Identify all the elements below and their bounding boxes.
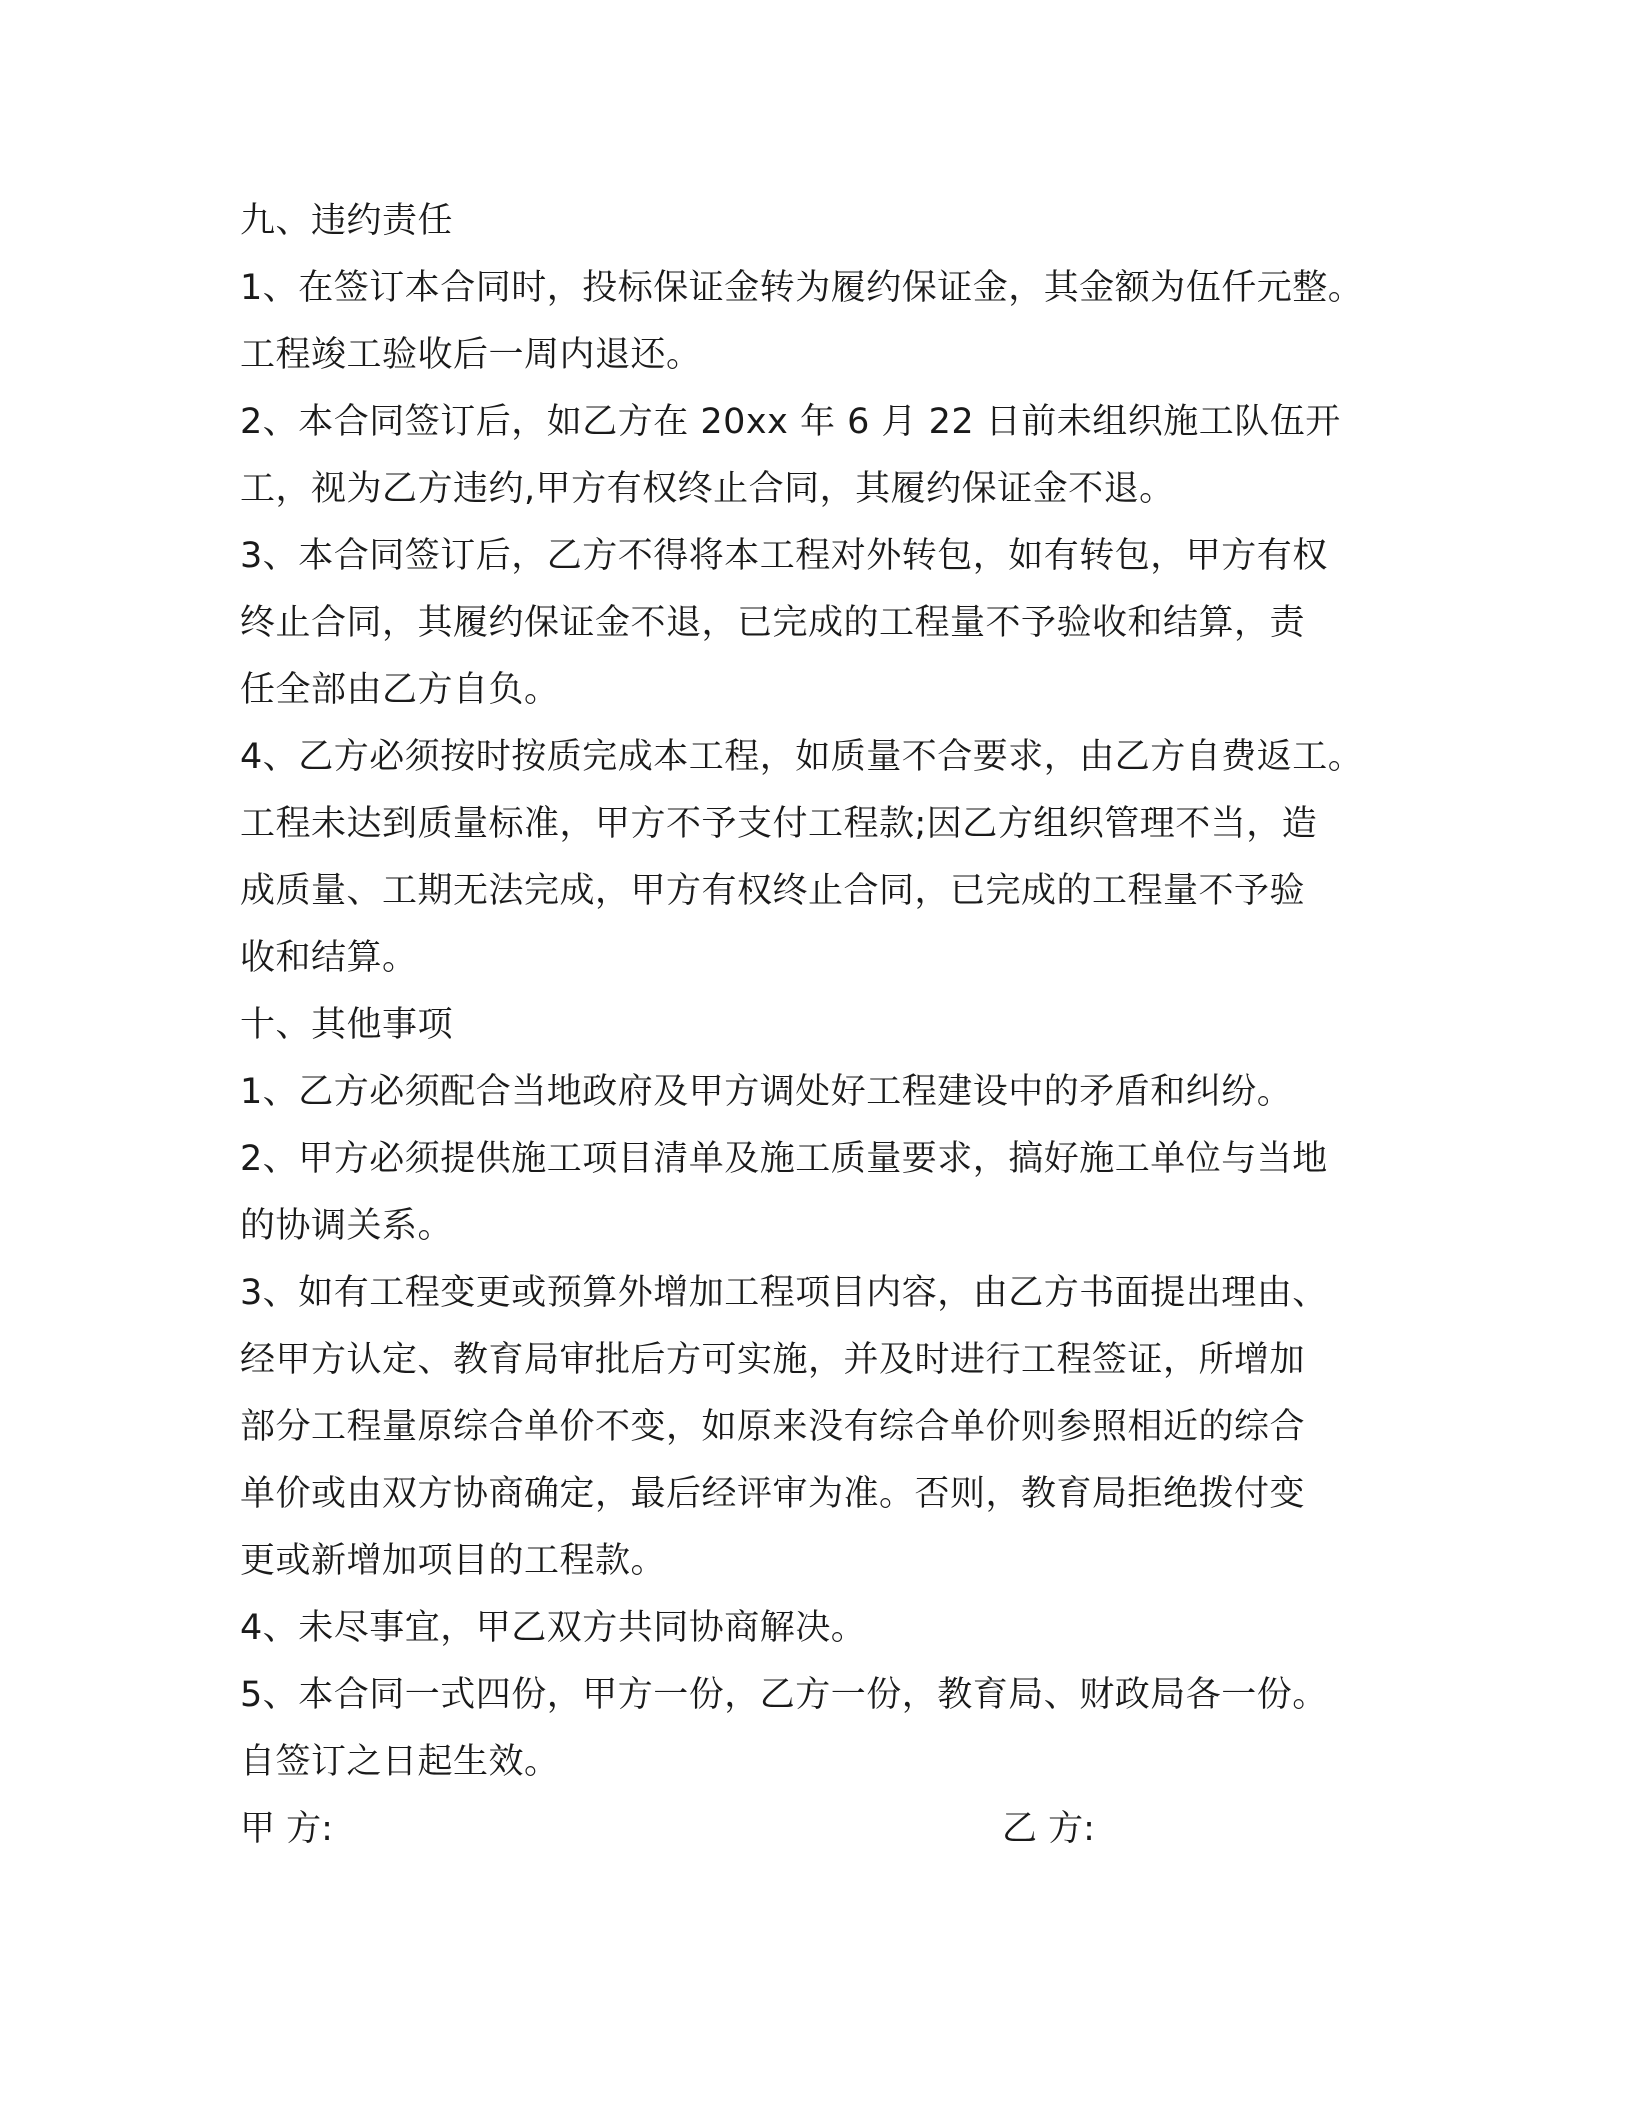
contract-page [240,188,1460,1863]
text-line: 经甲方认定、教育局审批后方可实施，并及时进行工程签证，所增加 [240,1340,1306,1380]
text-line: 2、本合同签订后，如乙方在 20xx 年 6 月 22 日前未组织施工队伍开 [240,402,1341,442]
text-line: 单价或由双方协商确定，最后经评审为准。否则，教育局拒绝拨付变 [240,1474,1306,1514]
text-line: 的协调关系。 [240,1206,454,1246]
text-line: 部分工程量原综合单价不变，如原来没有综合单价则参照相近的综合 [240,1407,1306,1447]
text-line: 工程竣工验收后一周内退还。 [240,335,702,375]
party-b-label: 乙 方: [1002,1809,1095,1849]
text-line: 3、本合同签订后，乙方不得将本工程对外转包，如有转包，甲方有权 [240,536,1328,576]
party-a-label: 甲 方: [240,1809,333,1849]
text-line: 3、如有工程变更或预算外增加工程项目内容，由乙方书面提出理由、 [240,1273,1328,1313]
section-heading-breach: 九、违约责任 [240,201,454,241]
text-line: 更或新增加项目的工程款。 [240,1541,667,1581]
text-line: 4、未尽事宜，甲乙双方共同协商解决。 [240,1608,867,1648]
text-line: 自签订之日起生效。 [240,1742,560,1782]
signature-row [240,1796,1460,1863]
text-line: 1、乙方必须配合当地政府及甲方调处好工程建设中的矛盾和纠纷。 [240,1072,1293,1112]
text-line: 2、甲方必须提供施工项目清单及施工质量要求，搞好施工单位与当地 [240,1139,1328,1179]
text-line: 1、在签订本合同时，投标保证金转为履约保证金，其金额为伍仟元整。 [240,268,1364,308]
text-line: 成质量、工期无法完成，甲方有权终止合同，已完成的工程量不予验 [240,871,1306,911]
section-heading-other: 十、其他事项 [240,1005,454,1045]
text-line: 任全部由乙方自负。 [240,670,560,710]
text-line: 工，视为乙方违约,甲方有权终止合同，其履约保证金不退。 [240,469,1175,509]
text-line: 工程未达到质量标准，甲方不予支付工程款;因乙方组织管理不当，造 [240,804,1318,844]
text-line: 终止合同，其履约保证金不退，已完成的工程量不予验收和结算，责 [240,603,1306,643]
text-line: 收和结算。 [240,938,418,978]
text-line: 5、本合同一式四份，甲方一份，乙方一份，教育局、财政局各一份。 [240,1675,1328,1715]
text-line: 4、乙方必须按时按质完成本工程，如质量不合要求，由乙方自费返工。 [240,737,1364,777]
